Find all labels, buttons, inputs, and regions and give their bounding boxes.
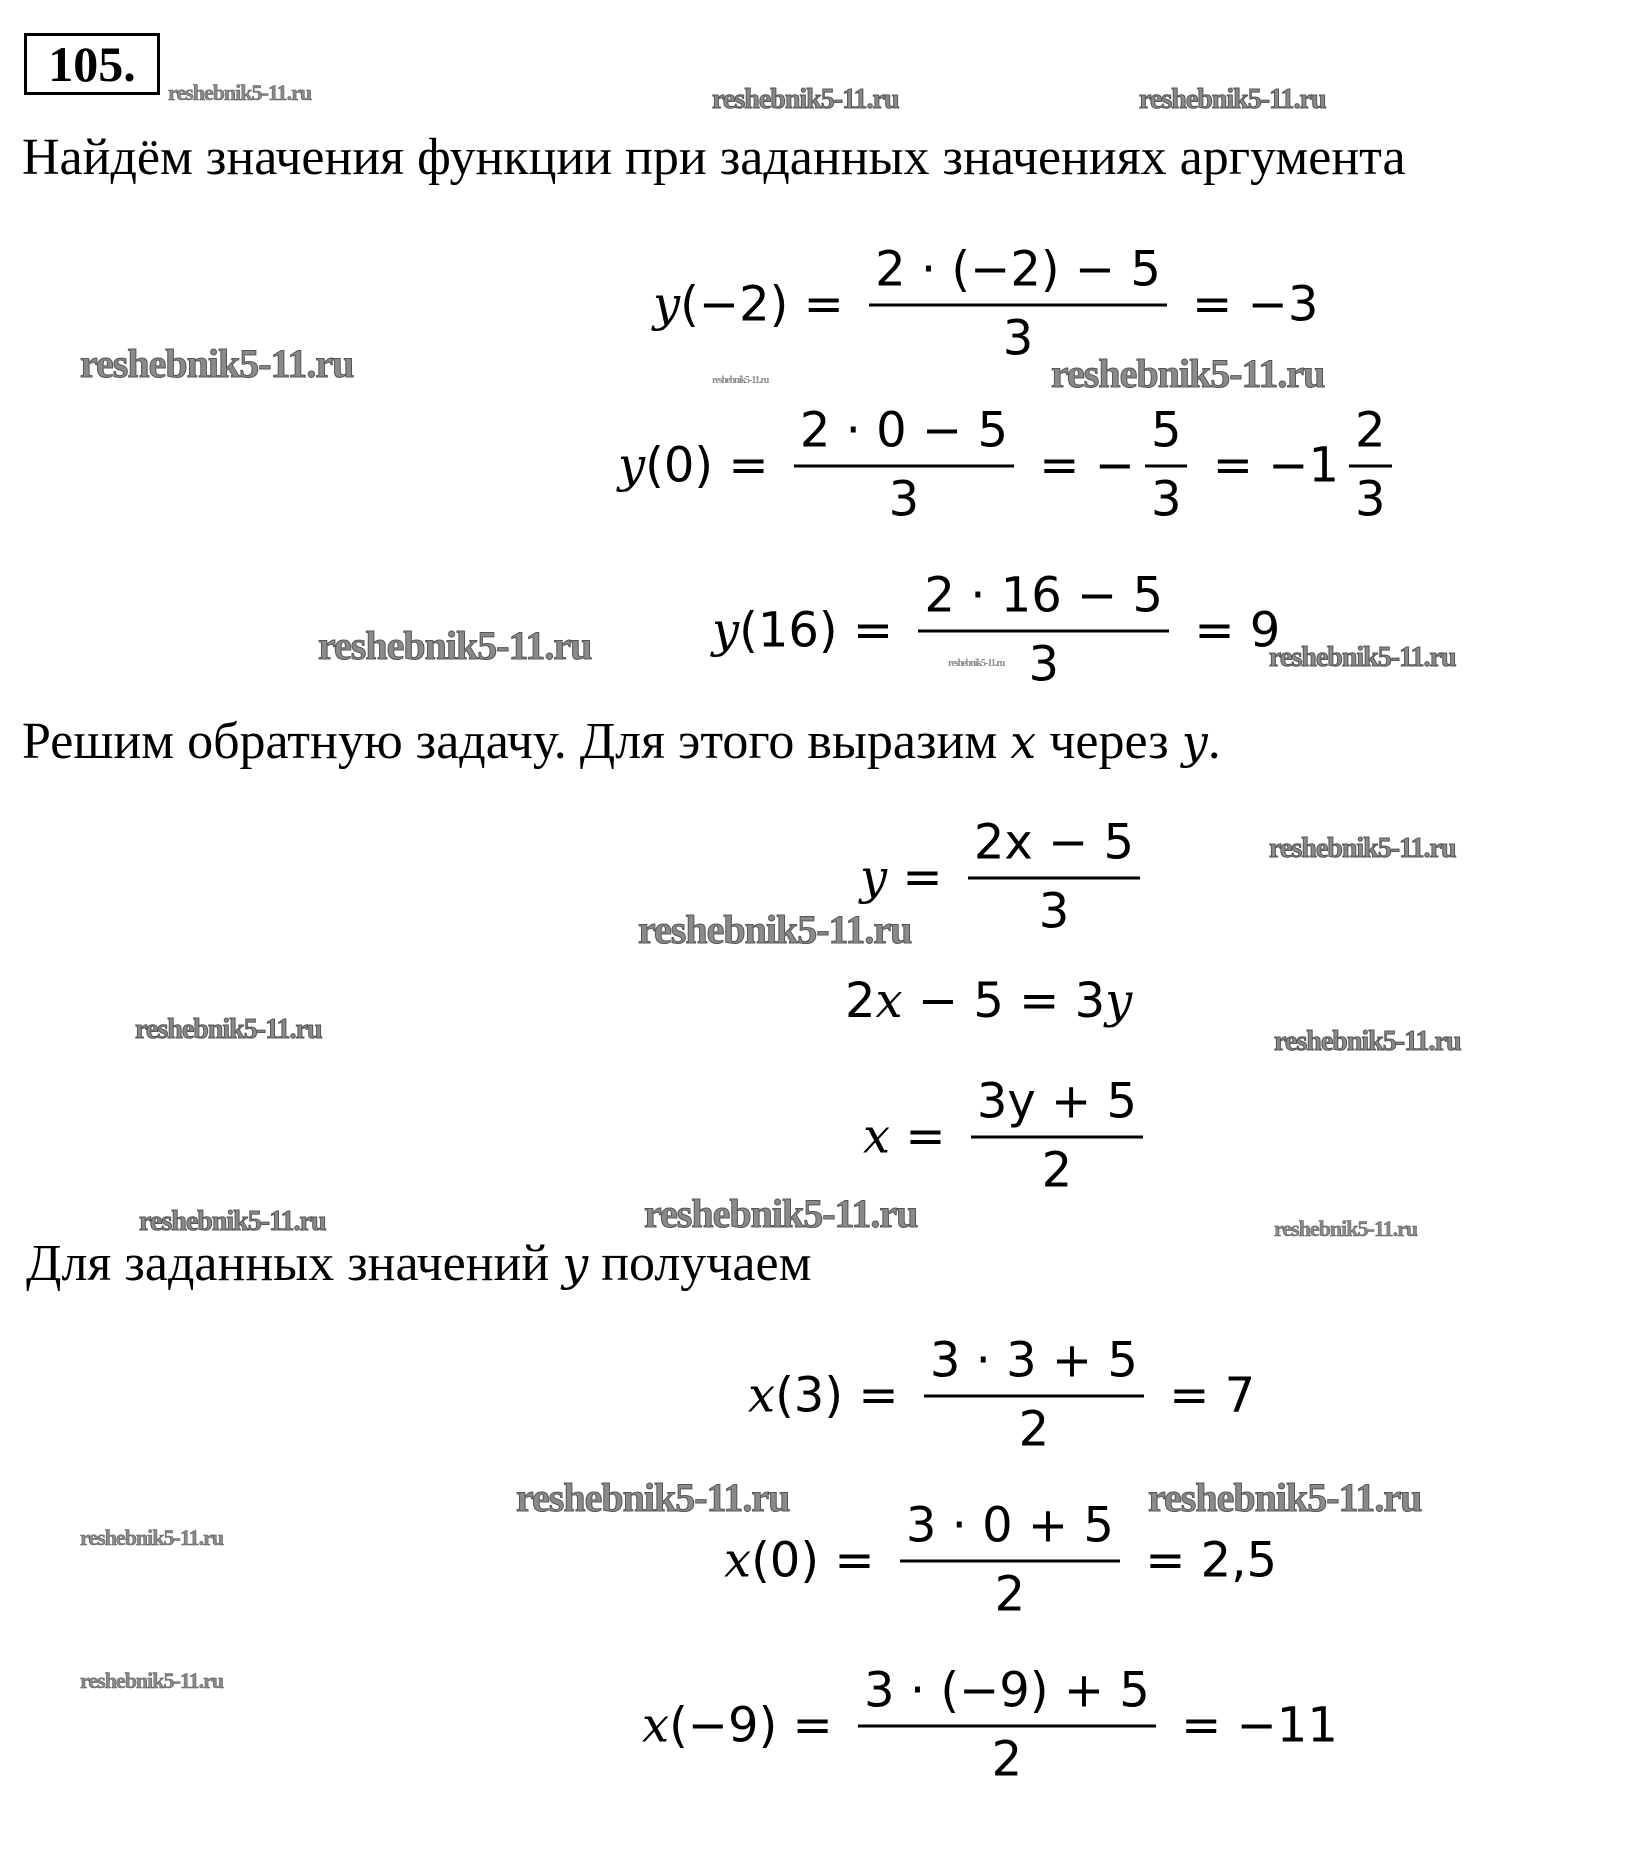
- watermark: reshebnik5-11.ru: [1274, 1026, 1461, 1057]
- expression-text: (16) =: [739, 602, 909, 658]
- expression-text: = 7: [1153, 1367, 1256, 1423]
- denominator: 3: [1028, 636, 1059, 693]
- denominator: 2: [991, 1731, 1023, 1788]
- variable: x: [724, 1532, 752, 1588]
- expression-text: (0) =: [645, 437, 784, 493]
- watermark: reshebnik5-11.ru: [948, 658, 1005, 669]
- numerator: 3 · 3 + 5: [924, 1333, 1144, 1398]
- watermark: reshebnik5-11.ru: [644, 1191, 918, 1236]
- expression-text: (0) =: [751, 1532, 890, 1588]
- fraction: [1349, 403, 1392, 528]
- watermark: reshebnik5-11.ru: [80, 1668, 224, 1693]
- text-segment: получаем: [588, 1235, 812, 1292]
- expression-text: 2: [845, 973, 876, 1029]
- expression-text: − 5 = 3: [902, 973, 1106, 1029]
- denominator: 3: [888, 471, 920, 528]
- expression-text: (−2) =: [680, 276, 860, 332]
- equation-x-def: [863, 1074, 1153, 1199]
- variable: x: [748, 1367, 776, 1423]
- watermark: reshebnik5-11.ru: [1051, 351, 1325, 396]
- variable-y: y: [562, 1237, 589, 1291]
- text-segment: Решим обратную задачу. Для этого выразим: [22, 713, 1011, 770]
- expression-text: = −: [1023, 437, 1135, 493]
- denominator: 3: [1038, 883, 1070, 940]
- expression-text: = −3: [1176, 276, 1319, 332]
- denominator: 3: [1150, 471, 1182, 528]
- variable-x: x: [1010, 715, 1037, 769]
- variable-y: y: [1181, 715, 1208, 769]
- watermark: reshebnik5-11.ru: [80, 341, 354, 386]
- inverse-task-text: [22, 712, 1221, 771]
- fraction: [918, 568, 1169, 693]
- problem-number: 105.: [24, 33, 160, 95]
- expression-text: = 2,5: [1129, 1532, 1278, 1588]
- text-segment: Для заданных значений: [26, 1235, 563, 1292]
- watermark: reshebnik5-11.ru: [638, 907, 912, 952]
- fraction: [1145, 403, 1188, 528]
- watermark: reshebnik5-11.ru: [1269, 833, 1456, 864]
- numerator: 2 · 0 − 5: [794, 403, 1014, 468]
- numerator: 3y + 5: [971, 1074, 1143, 1139]
- watermark: reshebnik5-11.ru: [139, 1206, 326, 1237]
- intro-text-content: Найдём значения функции при заданных значениях аргумента: [22, 129, 1406, 186]
- denominator: 2: [1018, 1401, 1050, 1458]
- variable: y: [860, 849, 888, 905]
- equation-x-3: [748, 1333, 1255, 1458]
- variable: y: [653, 276, 681, 332]
- numerator: 3 · 0 + 5: [900, 1498, 1120, 1563]
- equation-y-16: [712, 568, 1280, 693]
- variable: x: [863, 1108, 891, 1164]
- watermark: reshebnik5-11.ru: [516, 1475, 790, 1520]
- expression-text: (−9) =: [669, 1697, 849, 1753]
- fraction: [858, 1663, 1156, 1788]
- expression-text: =: [887, 849, 958, 905]
- variable: x: [875, 973, 903, 1029]
- text-segment: .: [1207, 713, 1221, 770]
- watermark: reshebnik5-11.ru: [1274, 1216, 1418, 1241]
- numerator: 5: [1145, 403, 1188, 468]
- numerator: 2 · (−2) − 5: [869, 242, 1167, 307]
- expression-text: = 9: [1179, 602, 1281, 658]
- watermark: reshebnik5-11.ru: [1269, 642, 1456, 673]
- watermark: reshebnik5-11.ru: [712, 375, 769, 386]
- expression-text: (3) =: [775, 1367, 914, 1423]
- watermark: reshebnik5-11.ru: [135, 1014, 322, 1045]
- variable: y: [712, 602, 740, 658]
- watermark: reshebnik5-11.ru: [1139, 84, 1326, 115]
- intro-text: [22, 128, 1406, 187]
- numerator: 3 · (−9) + 5: [858, 1663, 1156, 1728]
- denominator: 3: [1354, 471, 1386, 528]
- text-segment: через: [1036, 713, 1182, 770]
- variable: x: [642, 1697, 670, 1753]
- watermark: reshebnik5-11.ru: [1148, 1475, 1422, 1520]
- expression-text: = −1: [1197, 437, 1339, 493]
- variable: y: [1105, 973, 1133, 1029]
- equation-linear: [845, 973, 1132, 1029]
- expression-text: = −11: [1165, 1697, 1338, 1753]
- fraction: [924, 1333, 1144, 1458]
- denominator: 3: [1002, 310, 1034, 367]
- fraction: [971, 1074, 1143, 1199]
- variable: y: [618, 437, 646, 493]
- equation-y-0: [618, 403, 1402, 528]
- denominator: 2: [994, 1566, 1026, 1623]
- watermark: reshebnik5-11.ru: [168, 80, 312, 105]
- numerator: 2: [1349, 403, 1392, 468]
- denominator: 2: [1041, 1142, 1073, 1199]
- watermark: reshebnik5-11.ru: [80, 1525, 224, 1550]
- fraction: [794, 403, 1014, 528]
- numerator: 2 · 16 − 5: [918, 568, 1169, 633]
- watermark: reshebnik5-11.ru: [318, 623, 592, 668]
- given-values-text: [26, 1234, 812, 1293]
- equation-x-minus9: [642, 1663, 1338, 1788]
- watermark: reshebnik5-11.ru: [712, 84, 899, 115]
- fraction: [968, 815, 1140, 940]
- equation-y-minus2: [653, 242, 1318, 367]
- numerator: 2x − 5: [968, 815, 1140, 880]
- fraction: [900, 1498, 1120, 1623]
- fraction: [869, 242, 1167, 367]
- expression-text: =: [890, 1108, 961, 1164]
